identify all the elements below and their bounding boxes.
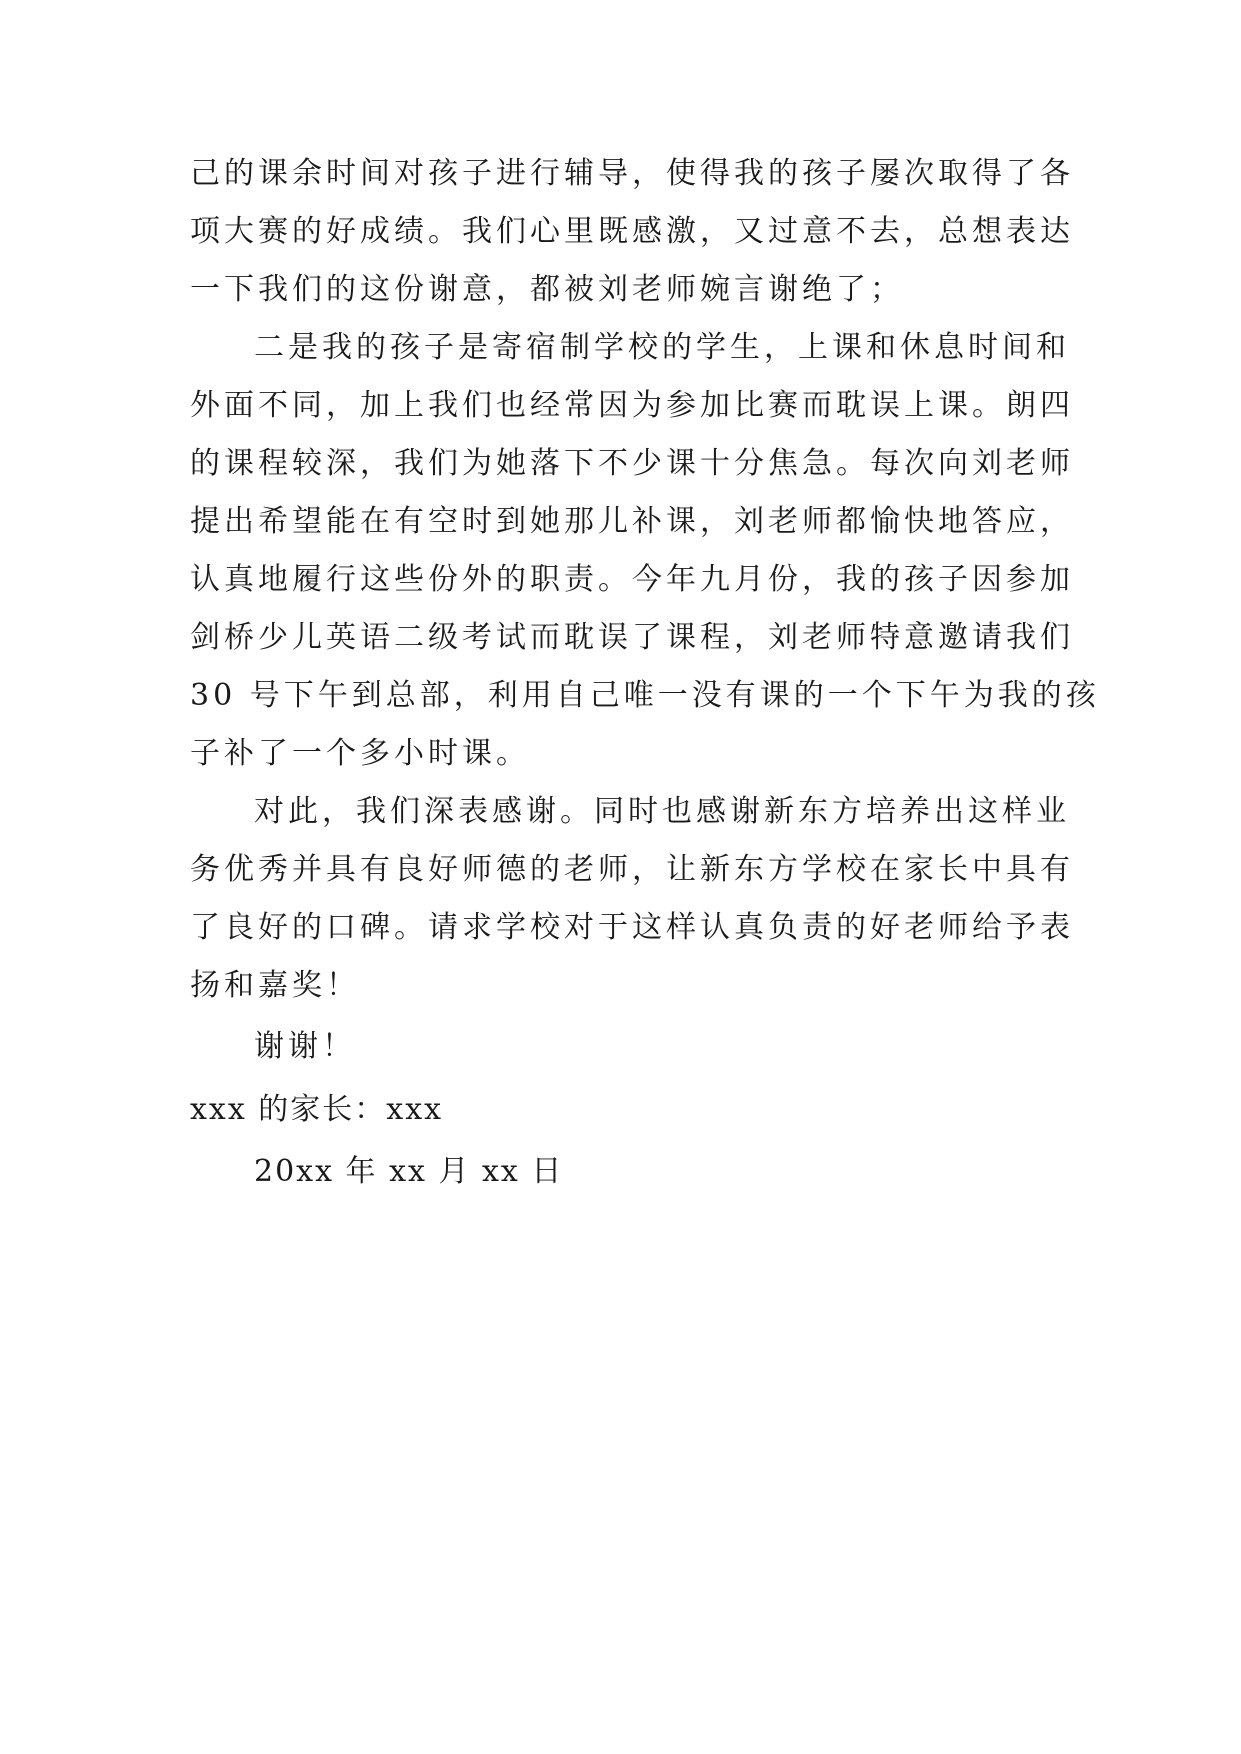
date-line: 20xx 年 xx 月 xx 日: [254, 1154, 564, 1189]
letter-line: 剑桥少儿英语二级考试而耽误了课程，刘老师特意邀请我们: [190, 620, 1074, 655]
letter-line: 对此，我们深表感谢。同时也感谢新东方培养出这样业: [254, 794, 1070, 829]
letter-line: 认真地履行这些份外的职责。今年九月份，我的孩子因参加: [190, 562, 1074, 597]
letter-line: 外面不同，加上我们也经常因为参加比赛而耽误上课。朗四: [190, 388, 1074, 423]
letter-line: 务优秀并具有良好师德的老师，让新东方学校在家长中具有: [190, 852, 1074, 887]
letter-line: 一下我们的这份谢意，都被刘老师婉言谢绝了；: [190, 272, 904, 307]
letter-line: 30 号下午到总部，利用自己唯一没有课的一个下午为我的孩: [190, 678, 1100, 713]
letter-line: 己的课余时间对孩子进行辅导，使得我的孩子屡次取得了各: [190, 156, 1074, 191]
letter-line: 二是我的孩子是寄宿制学校的学生，上课和休息时间和: [254, 330, 1070, 365]
letter-line: 了良好的口碑。请求学校对于这样认真负责的好老师给予表: [190, 910, 1074, 945]
letter-line: 的课程较深，我们为她落下不少课十分焦急。每次向刘老师: [190, 446, 1074, 481]
signature-line: xxx 的家长：xxx: [190, 1092, 444, 1127]
closing-line: 谢谢！: [254, 1029, 356, 1064]
letter-line: 项大赛的好成绩。我们心里既感激，又过意不去，总想表达: [190, 214, 1074, 249]
letter-line: 提出希望能在有空时到她那儿补课，刘老师都愉快地答应，: [190, 504, 1074, 539]
letter-line: 扬和嘉奖！: [190, 968, 360, 1003]
letter-line: 子补了一个多小时课。: [190, 736, 530, 771]
